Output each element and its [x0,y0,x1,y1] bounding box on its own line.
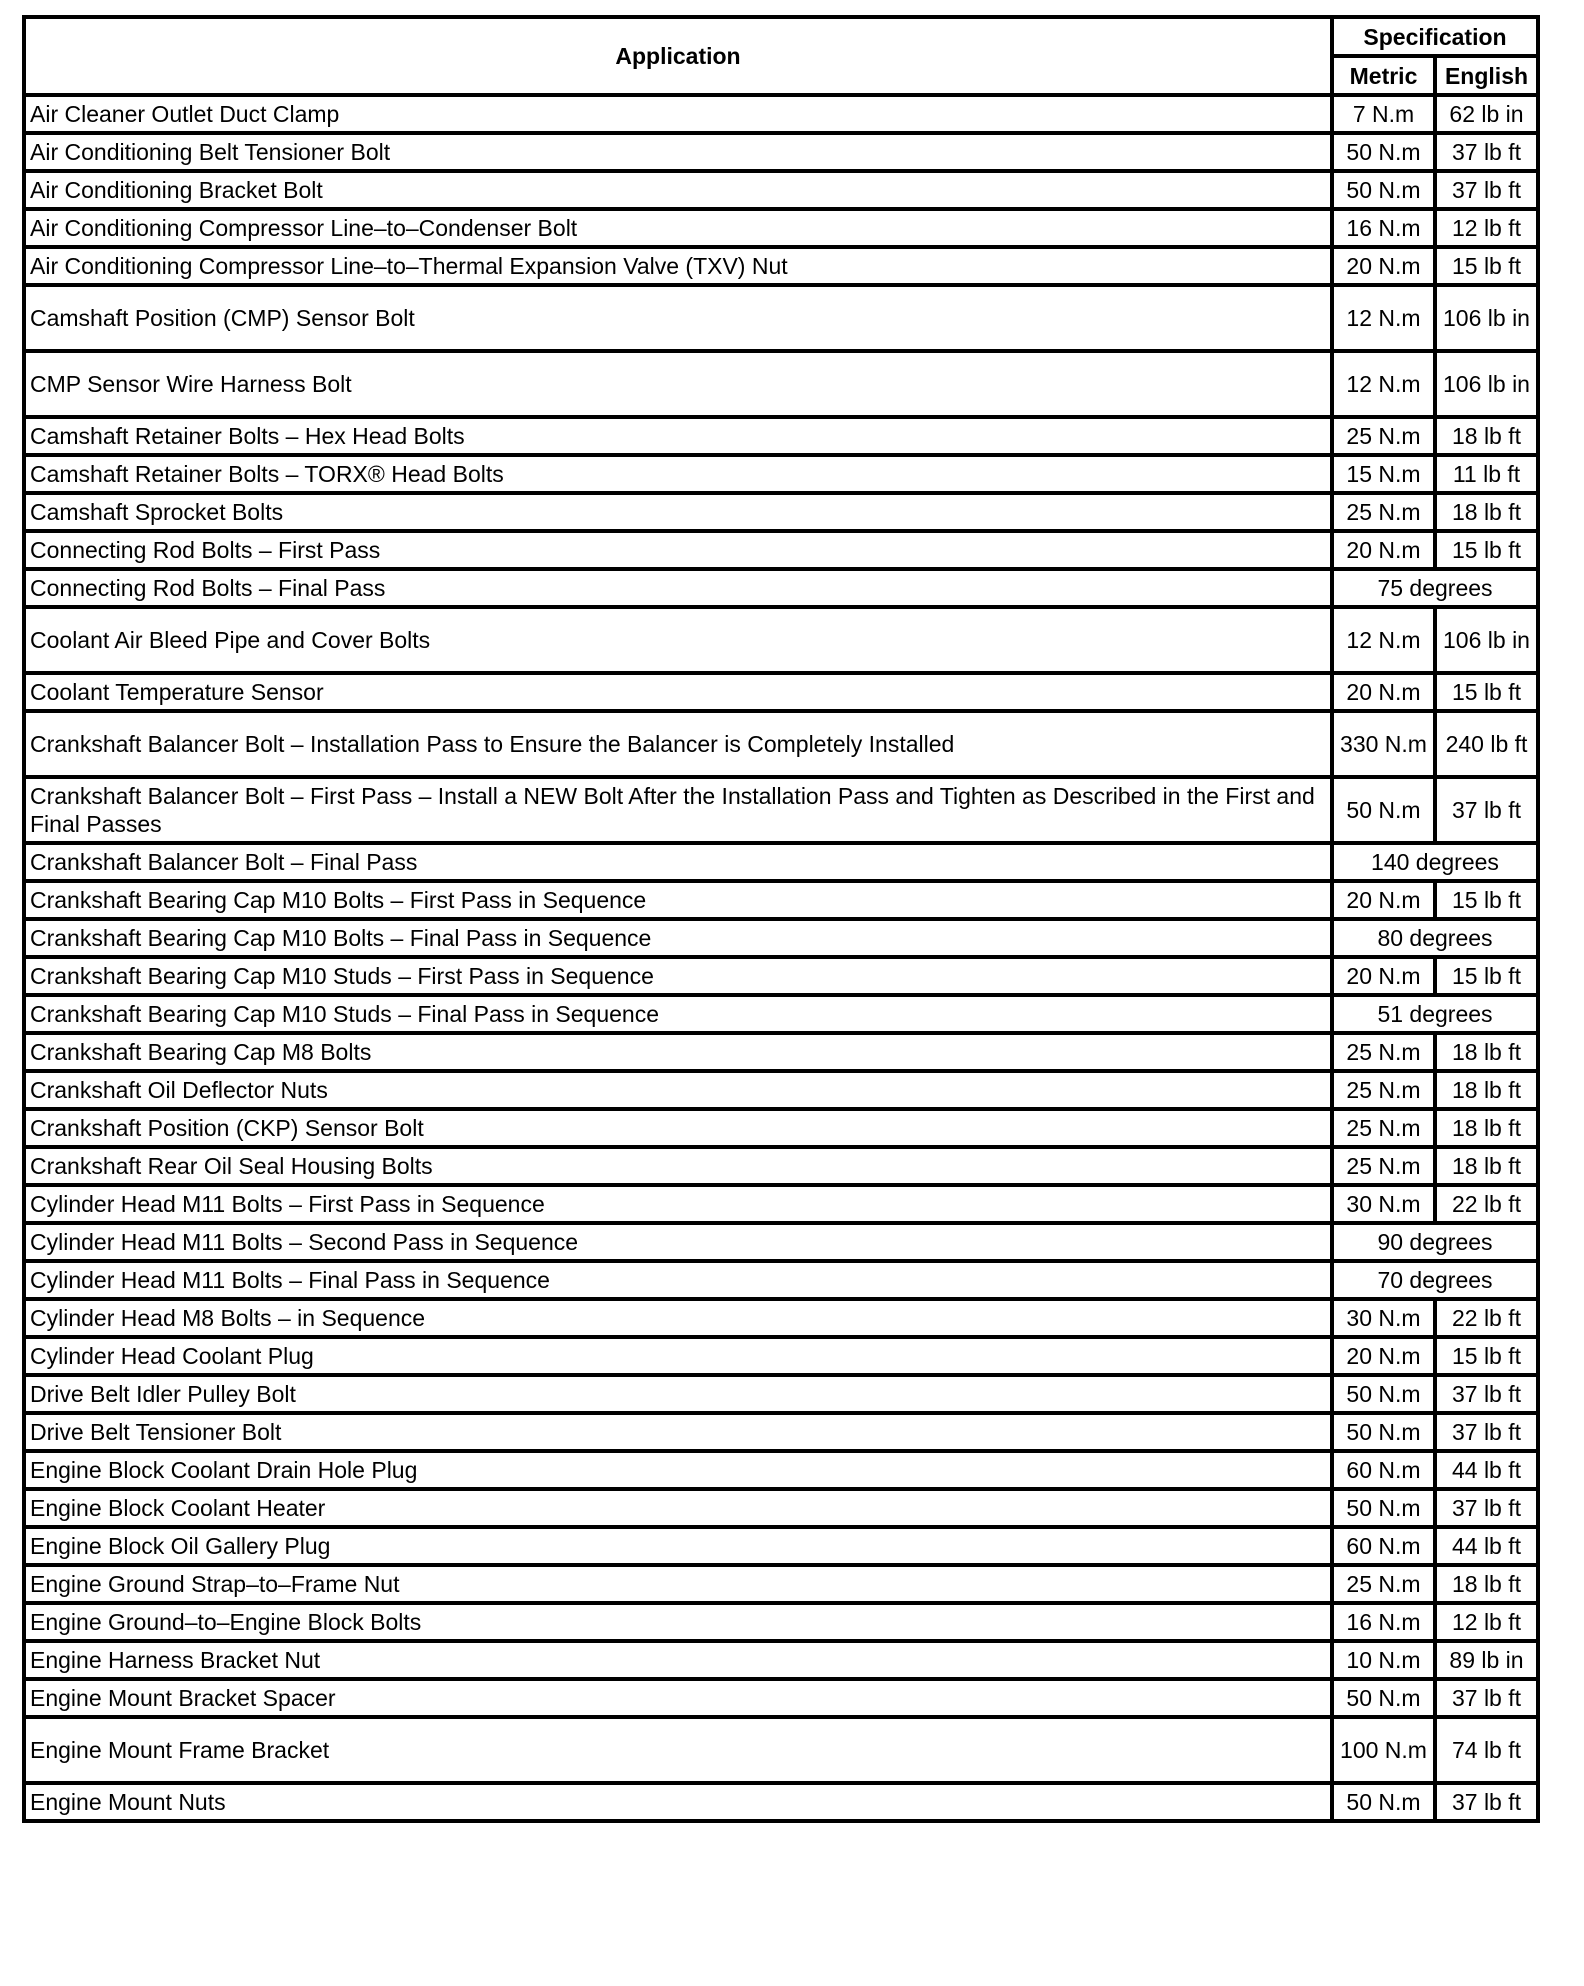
table-row [24,417,1538,455]
english-cell: 15 lb ft [1435,673,1538,711]
table-body [24,95,1538,1821]
english-cell: 18 lb ft [1435,1565,1538,1603]
application-cell: CMP Sensor Wire Harness Bolt [24,351,1332,417]
table-row [24,1603,1538,1641]
table-row [24,995,1538,1033]
table-row [24,843,1538,881]
application-cell: Engine Mount Frame Bracket [24,1717,1332,1783]
metric-cell: 50 N.m [1332,171,1435,209]
table-row [24,1299,1538,1337]
angle-spec-cell: 140 degrees [1332,843,1538,881]
english-cell: 18 lb ft [1435,1071,1538,1109]
english-cell: 37 lb ft [1435,1413,1538,1451]
metric-cell: 16 N.m [1332,1603,1435,1641]
metric-cell: 50 N.m [1332,777,1435,843]
application-cell: Cylinder Head Coolant Plug [24,1337,1332,1375]
english-cell: 37 lb ft [1435,133,1538,171]
english-cell: 12 lb ft [1435,209,1538,247]
application-cell: Coolant Temperature Sensor [24,673,1332,711]
table-row [24,1641,1538,1679]
english-cell: 18 lb ft [1435,1109,1538,1147]
metric-cell: 25 N.m [1332,1565,1435,1603]
application-cell: Crankshaft Bearing Cap M10 Studs – First Pass in Sequence [24,957,1332,995]
table-row [24,1261,1538,1299]
english-cell: 15 lb ft [1435,531,1538,569]
english-cell: 37 lb ft [1435,777,1538,843]
table-row [24,1033,1538,1071]
header-specification: Specification [1332,17,1538,56]
metric-cell: 7 N.m [1332,95,1435,133]
table-row [24,957,1538,995]
table-row [24,1147,1538,1185]
english-cell: 22 lb ft [1435,1185,1538,1223]
angle-spec-cell: 75 degrees [1332,569,1538,607]
table-row [24,285,1538,351]
angle-spec-cell: 90 degrees [1332,1223,1538,1261]
metric-cell: 30 N.m [1332,1185,1435,1223]
header-application: Application [24,17,1332,95]
header-english: English [1435,56,1538,95]
table-row [24,1679,1538,1717]
application-cell: Air Conditioning Belt Tensioner Bolt [24,133,1332,171]
english-cell: 37 lb ft [1435,1489,1538,1527]
table-row [24,673,1538,711]
table-row [24,247,1538,285]
application-cell: Cylinder Head M8 Bolts – in Sequence [24,1299,1332,1337]
english-cell: 37 lb ft [1435,1679,1538,1717]
english-cell: 37 lb ft [1435,1375,1538,1413]
table-row [24,1337,1538,1375]
table-row [24,1451,1538,1489]
table-row [24,1185,1538,1223]
english-cell: 12 lb ft [1435,1603,1538,1641]
table-row [24,777,1538,843]
table-row [24,711,1538,777]
english-cell: 44 lb ft [1435,1527,1538,1565]
english-cell: 106 lb in [1435,285,1538,351]
application-cell: Drive Belt Tensioner Bolt [24,1413,1332,1451]
metric-cell: 10 N.m [1332,1641,1435,1679]
application-cell: Camshaft Position (CMP) Sensor Bolt [24,285,1332,351]
table-row [24,351,1538,417]
metric-cell: 20 N.m [1332,247,1435,285]
table-row [24,569,1538,607]
application-cell: Drive Belt Idler Pulley Bolt [24,1375,1332,1413]
application-cell: Connecting Rod Bolts – Final Pass [24,569,1332,607]
torque-spec-table [22,15,1540,1823]
metric-cell: 25 N.m [1332,1147,1435,1185]
table-row [24,1413,1538,1451]
table-row [24,607,1538,673]
table-row [24,209,1538,247]
application-cell: Air Conditioning Compressor Line–to–Thermal Expansion Valve (TXV) Nut [24,247,1332,285]
metric-cell: 50 N.m [1332,133,1435,171]
application-cell: Cylinder Head M11 Bolts – Second Pass in Sequence [24,1223,1332,1261]
application-cell: Engine Block Coolant Drain Hole Plug [24,1451,1332,1489]
metric-cell: 50 N.m [1332,1783,1435,1821]
metric-cell: 25 N.m [1332,1071,1435,1109]
table-row [24,919,1538,957]
application-cell: Engine Block Coolant Heater [24,1489,1332,1527]
metric-cell: 12 N.m [1332,285,1435,351]
english-cell: 89 lb in [1435,1641,1538,1679]
metric-cell: 50 N.m [1332,1679,1435,1717]
metric-cell: 20 N.m [1332,881,1435,919]
application-cell: Cylinder Head M11 Bolts – Final Pass in Sequence [24,1261,1332,1299]
angle-spec-cell: 51 degrees [1332,995,1538,1033]
table-row [24,95,1538,133]
application-cell: Engine Ground Strap–to–Frame Nut [24,1565,1332,1603]
table-row [24,1783,1538,1821]
application-cell: Camshaft Sprocket Bolts [24,493,1332,531]
header-metric: Metric [1332,56,1435,95]
metric-cell: 25 N.m [1332,1109,1435,1147]
english-cell: 37 lb ft [1435,1783,1538,1821]
metric-cell: 20 N.m [1332,1337,1435,1375]
metric-cell: 100 N.m [1332,1717,1435,1783]
metric-cell: 330 N.m [1332,711,1435,777]
application-cell: Crankshaft Position (CKP) Sensor Bolt [24,1109,1332,1147]
table-row [24,1565,1538,1603]
table-row [24,455,1538,493]
metric-cell: 12 N.m [1332,607,1435,673]
metric-cell: 50 N.m [1332,1489,1435,1527]
english-cell: 18 lb ft [1435,1033,1538,1071]
table-row [24,133,1538,171]
table-row [24,1071,1538,1109]
english-cell: 74 lb ft [1435,1717,1538,1783]
application-cell: Crankshaft Balancer Bolt – Final Pass [24,843,1332,881]
metric-cell: 25 N.m [1332,1033,1435,1071]
metric-cell: 25 N.m [1332,417,1435,455]
table-row [24,1223,1538,1261]
application-cell: Crankshaft Bearing Cap M10 Bolts – First Pass in Sequence [24,881,1332,919]
metric-cell: 50 N.m [1332,1375,1435,1413]
application-cell: Crankshaft Oil Deflector Nuts [24,1071,1332,1109]
table-row [24,881,1538,919]
application-cell: Crankshaft Balancer Bolt – Installation Pass to Ensure the Balancer is Completely Installed [24,711,1332,777]
application-cell: Engine Harness Bracket Nut [24,1641,1332,1679]
metric-cell: 60 N.m [1332,1527,1435,1565]
angle-spec-cell: 80 degrees [1332,919,1538,957]
application-cell: Crankshaft Bearing Cap M10 Bolts – Final Pass in Sequence [24,919,1332,957]
metric-cell: 30 N.m [1332,1299,1435,1337]
english-cell: 15 lb ft [1435,247,1538,285]
application-cell: Engine Mount Bracket Spacer [24,1679,1332,1717]
english-cell: 18 lb ft [1435,1147,1538,1185]
application-cell: Connecting Rod Bolts – First Pass [24,531,1332,569]
english-cell: 15 lb ft [1435,881,1538,919]
metric-cell: 60 N.m [1332,1451,1435,1489]
table-row [24,1717,1538,1783]
table-row [24,1375,1538,1413]
table-row [24,171,1538,209]
english-cell: 11 lb ft [1435,455,1538,493]
english-cell: 44 lb ft [1435,1451,1538,1489]
metric-cell: 20 N.m [1332,531,1435,569]
angle-spec-cell: 70 degrees [1332,1261,1538,1299]
english-cell: 18 lb ft [1435,417,1538,455]
english-cell: 37 lb ft [1435,171,1538,209]
application-cell: Engine Block Oil Gallery Plug [24,1527,1332,1565]
english-cell: 62 lb in [1435,95,1538,133]
metric-cell: 20 N.m [1332,673,1435,711]
english-cell: 106 lb in [1435,351,1538,417]
english-cell: 106 lb in [1435,607,1538,673]
table-row [24,1489,1538,1527]
metric-cell: 12 N.m [1332,351,1435,417]
application-cell: Crankshaft Bearing Cap M8 Bolts [24,1033,1332,1071]
english-cell: 15 lb ft [1435,957,1538,995]
application-cell: Engine Ground–to–Engine Block Bolts [24,1603,1332,1641]
english-cell: 22 lb ft [1435,1299,1538,1337]
table-row [24,493,1538,531]
application-cell: Engine Mount Nuts [24,1783,1332,1821]
metric-cell: 15 N.m [1332,455,1435,493]
application-cell: Camshaft Retainer Bolts – TORX® Head Bolts [24,455,1332,493]
english-cell: 15 lb ft [1435,1337,1538,1375]
english-cell: 18 lb ft [1435,493,1538,531]
application-cell: Air Conditioning Compressor Line–to–Condenser Bolt [24,209,1332,247]
metric-cell: 20 N.m [1332,957,1435,995]
metric-cell: 16 N.m [1332,209,1435,247]
application-cell: Air Cleaner Outlet Duct Clamp [24,95,1332,133]
application-cell: Crankshaft Rear Oil Seal Housing Bolts [24,1147,1332,1185]
application-cell: Crankshaft Balancer Bolt – First Pass – Install a NEW Bolt After the Installation Pass and Tighten as Described in the First and Final Passes [24,777,1332,843]
application-cell: Crankshaft Bearing Cap M10 Studs – Final Pass in Sequence [24,995,1332,1033]
table-row [24,1527,1538,1565]
application-cell: Air Conditioning Bracket Bolt [24,171,1332,209]
english-cell: 240 lb ft [1435,711,1538,777]
application-cell: Camshaft Retainer Bolts – Hex Head Bolts [24,417,1332,455]
application-cell: Coolant Air Bleed Pipe and Cover Bolts [24,607,1332,673]
table-row [24,1109,1538,1147]
metric-cell: 25 N.m [1332,493,1435,531]
table-row [24,531,1538,569]
metric-cell: 50 N.m [1332,1413,1435,1451]
application-cell: Cylinder Head M11 Bolts – First Pass in Sequence [24,1185,1332,1223]
